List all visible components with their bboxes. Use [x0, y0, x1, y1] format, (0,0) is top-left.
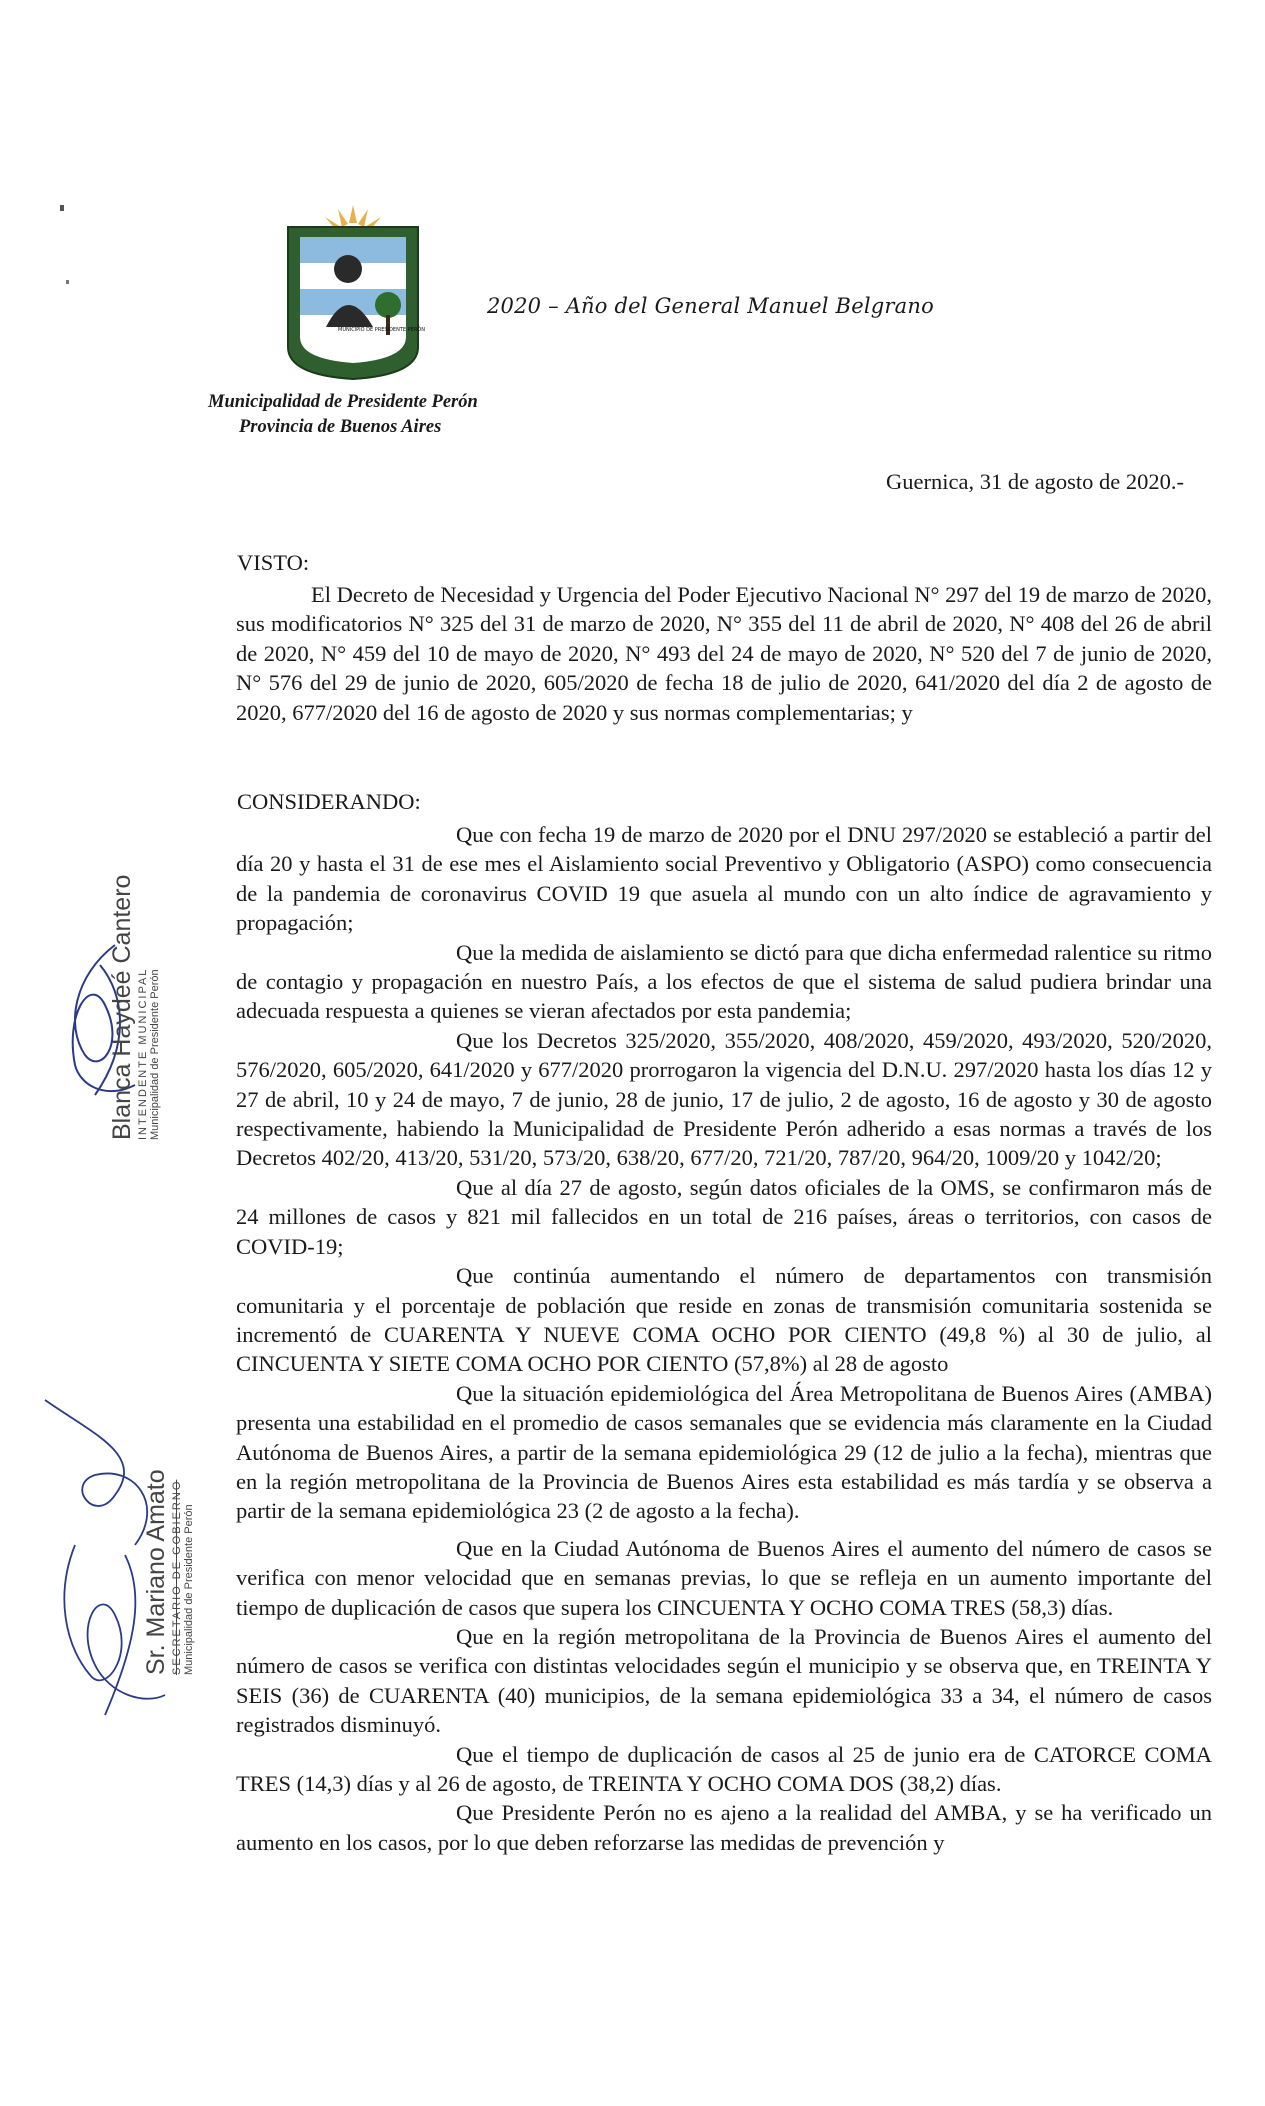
municipality-heading	[208, 390, 478, 440]
considerando-heading: CONSIDERANDO:	[237, 789, 421, 814]
considerando-paragraph: Que con fecha 19 de marzo de 2020 por el DNU 297/2020 se estableció a partir del día 20 y hasta el 31 de ese mes el Aislamiento social Preventivo y Obligatorio (ASPO) como consecuencia de la pandemia de coronavirus COVID 19 que asuela al mundo con un alto índice de agravamiento y propagación;	[236, 822, 1212, 936]
visto-text: El Decreto de Necesidad y Urgencia del Poder Ejecutivo Nacional N° 297 del 19 de marzo de 2020, sus modificatorios N° 325 del 31 de marzo de 2020, N° 355 del 11 de abril de 2020, N° 408 del 26 de abril de 2020, N° 459 del 10 de mayo de 2020, N° 493 del 24 de mayo de 2020, N° 520 del 7 de junio de 2020, N° 576 del 29 de junio de 2020, 605/2020 de fecha 18 de julio de 2020, 641/2020 del día 2 de agosto de 2020, 677/2020 del 16 de agosto de 2020 y sus normas complementarias; y	[236, 582, 1212, 725]
considerando-paragraph: Que en la Ciudad Autónoma de Buenos Aires el aumento del número de casos se verifica con menor velocidad que en semanas previas, lo que se refleja en un aumento importante del tiempo de duplicación de casos que supera los CINCUENTA Y OCHO COMA TRES (58,3) días.	[236, 1535, 1212, 1620]
mayor-stamp	[108, 875, 161, 1140]
visto-section	[236, 580, 1212, 727]
margin-mark	[66, 280, 69, 284]
considerando-paragraph: Que los Decretos 325/2020, 355/2020, 408/2020, 459/2020, 493/2020, 520/2020, 576/2020, 605/2020, 641/2020 y 677/2020 prorrogaron la vigencia del D.N.U. 297/2020 hasta los días 12 y 27 de abril, 10 y 24 de mayo, 7 de junio, 28 de junio, 17 de julio, 2 de agosto, 16 de agosto y 30 de agosto respectivamente, habiendo la Municipalidad de Presidente Perón adherido a esas normas a través de los Decretos 402/20, 413/20, 531/20, 573/20, 638/20, 677/20, 721/20, 787/20, 964/20, 1009/20 y 1042/20;	[236, 1027, 1212, 1171]
municipal-crest-logo	[278, 197, 428, 381]
considerando-paragraph: Que la situación epidemiológica del Área Metropolitana de Buenos Aires (AMBA) presenta una estabilidad en el promedio de casos semanales que se evidencia más claramente en la Ciudad Autónoma de Buenos Aires, a partir de la semana epidemiológica 29 (12 de julio a la fecha), mientras que en la región metropolitana de la Provincia de Buenos Aires esta estabilidad es más tardía y se observa a partir de la semana epidemiológica 23 (2 de agosto a la fecha).	[236, 1380, 1212, 1524]
considerando-paragraph: Que continúa aumentando el número de departamentos con transmisión comunitaria y el porcentaje de población que reside en zonas de transmisión comunitaria sostenida se incrementó de CUARENTA Y NUEVE COMA OCHO POR CIENTO (49,8 %) al 30 de julio, al CINCUENTA Y SIETE COMA OCHO POR CIENTO (57,8%) al 28 de agosto	[236, 1263, 1212, 1377]
stamp-secretary-name: Sr. Mariano Amato	[142, 1469, 170, 1675]
year-motto: 2020 – Año del General Manuel Belgrano	[487, 294, 934, 318]
secretary-stamp	[142, 1469, 195, 1675]
stamp-mayor-title: INTENDENTE MUNICIPAL	[137, 967, 149, 1140]
stamp-secretary-org: Municipalidad de Presidente Perón	[183, 1504, 195, 1675]
visto-heading: VISTO:	[237, 550, 310, 575]
province-name: Provincia de Buenos Aires	[239, 417, 442, 437]
date-line: Guernica, 31 de agosto de 2020.-	[886, 469, 1185, 494]
considerando-paragraph: Que el tiempo de duplicación de casos al 25 de junio era de CATORCE COMA TRES (14,3) días y al 26 de agosto, de TREINTA Y OCHO COMA DOS (38,2) días.	[236, 1741, 1212, 1796]
stamp-mayor-name: Blanca Haydeé Cantero	[108, 874, 136, 1140]
considerando-paragraph: Que al día 27 de agosto, según datos oficiales de la OMS, se confirmaron más de 24 millones de casos y 821 mil fallecidos en un total de 216 países, áreas o territorios, con casos de COVID-19;	[236, 1174, 1212, 1259]
municipality-name: Municipalidad de Presidente Perón	[208, 392, 478, 412]
crest-text: MUNICIPIO DE PRESIDENTE PERÓN	[338, 327, 425, 333]
considerando-paragraph: Que la medida de aislamiento se dictó para que dicha enfermedad ralentice su ritmo de contagio y propagación en nuestro País, a los efectos de que el sistema de salud pudiera brindar una adecuada respuesta a quienes se vieran afectados por esta pandemia;	[236, 939, 1212, 1024]
margin-mark	[60, 205, 64, 211]
considerando-paragraph: Que Presidente Perón no es ajeno a la realidad del AMBA, y se ha verificado un aumento en los casos, por lo que deben reforzarse las medidas de prevención y	[236, 1800, 1212, 1855]
considerando-paragraph: Que en la región metropolitana de la Provincia de Buenos Aires el aumento del número de casos se verifica con distintas velocidades según el municipio y se observa que, en TREINTA Y SEIS (36) de CUARENTA (40) municipios, de la semana epidemiológica 33 a 34, el número de casos registrados disminuyó.	[236, 1623, 1212, 1738]
stamp-secretary-title: SECRETARIO DE GOBIERNO	[171, 1479, 183, 1675]
considerando-section	[236, 820, 1212, 1857]
stamp-mayor-org: Municipalidad de Presidente Perón	[149, 969, 161, 1140]
